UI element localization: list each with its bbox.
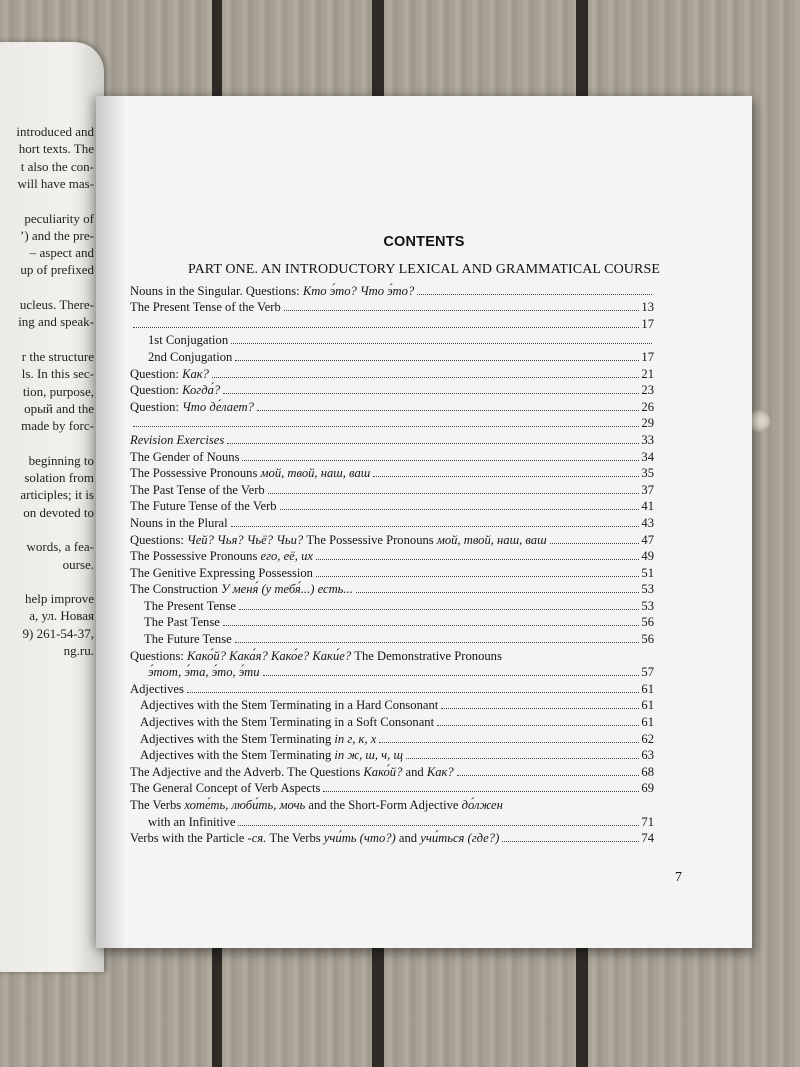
toc-entry-text: Adjectives bbox=[130, 681, 184, 696]
toc-entry-text: The Possessive Pronouns bbox=[130, 466, 261, 481]
toc-entry-text: Verbs with the Particle bbox=[130, 831, 248, 846]
left-page-line: help improve bbox=[25, 591, 94, 607]
toc-entry bbox=[130, 448, 654, 465]
dot-leader bbox=[356, 592, 640, 593]
toc-page-number: 35 bbox=[641, 466, 654, 481]
toc-entry-title bbox=[130, 299, 281, 315]
left-page-line: ’) and the pre- bbox=[20, 227, 94, 243]
dot-leader bbox=[268, 493, 640, 494]
toc-entry-title bbox=[130, 532, 547, 548]
toc-page-number: 62 bbox=[641, 731, 654, 746]
toc-entry-italic: -ся. bbox=[247, 831, 267, 846]
left-page-line: hort texts. The bbox=[18, 141, 94, 157]
toc-entry-italic: хоте́ть, люби́ть, мочь bbox=[184, 798, 306, 812]
toc-entry-text: The Future Tense bbox=[144, 632, 232, 647]
dot-leader bbox=[231, 343, 652, 344]
toc-entry bbox=[130, 365, 654, 382]
toc-entry-title bbox=[140, 697, 438, 713]
toc-entry-italic: мой, твой, наш, ваш bbox=[436, 532, 547, 547]
left-page-line: tion, purpose, bbox=[22, 383, 94, 399]
toc-entry bbox=[130, 796, 654, 813]
toc-entry-title bbox=[130, 548, 313, 564]
toc-page-number: 53 bbox=[641, 598, 654, 613]
dot-leader bbox=[417, 294, 652, 295]
toc-page-number: 26 bbox=[641, 399, 654, 414]
left-page-line: орый and the bbox=[24, 400, 94, 416]
toc-entry-text: The Past Tense bbox=[144, 615, 220, 630]
toc-entry-text: 2nd Conjugation bbox=[148, 349, 233, 364]
toc-entry-title bbox=[130, 830, 499, 846]
dot-leader bbox=[212, 377, 639, 378]
toc-entry-text: and bbox=[395, 831, 421, 846]
left-page-line: will have mas- bbox=[17, 175, 94, 191]
toc-page-number: 61 bbox=[641, 681, 654, 696]
left-page-line: – aspect and bbox=[29, 245, 94, 261]
toc-entry-italic: Что де́лает? bbox=[182, 399, 254, 414]
toc-page-number: 68 bbox=[641, 764, 654, 779]
toc-entry-italic: Кто э́то? Что э́то? bbox=[302, 283, 415, 298]
toc-entry bbox=[130, 747, 654, 764]
contents-page bbox=[96, 96, 752, 948]
toc-entry-text: The General Concept of Verb Aspects bbox=[130, 781, 321, 796]
page-number: 7 bbox=[675, 870, 682, 885]
left-page-line: а, ул. Новая bbox=[29, 608, 94, 624]
toc-entry bbox=[130, 680, 654, 697]
left-page-line: on devoted to bbox=[23, 504, 94, 520]
toc-entry-italic: Како́й? bbox=[363, 764, 403, 779]
toc-entry-title bbox=[130, 465, 370, 481]
toc-entry-title bbox=[130, 283, 414, 299]
toc-entry bbox=[130, 564, 654, 581]
toc-entry-title bbox=[144, 631, 232, 647]
toc-page-number: 17 bbox=[641, 349, 654, 364]
toc-entry-text: The Gender of Nouns bbox=[130, 449, 240, 464]
toc-page-number: 13 bbox=[641, 300, 654, 315]
toc-entry-text: The Past Tense of the Verb bbox=[130, 482, 265, 497]
toc-entry-text: The Construction bbox=[130, 582, 221, 597]
toc-entry-italic: э́тот, э́та, э́то, э́ти bbox=[148, 665, 260, 680]
toc-page-number: 47 bbox=[641, 532, 654, 547]
dot-leader bbox=[280, 509, 640, 510]
toc-entry-title bbox=[130, 498, 277, 514]
toc-entry bbox=[130, 763, 654, 780]
dot-leader bbox=[239, 609, 639, 610]
toc-entry-text: The Present Tense bbox=[144, 598, 236, 613]
toc-entry bbox=[130, 531, 654, 548]
dot-leader bbox=[284, 310, 640, 311]
toc-entry-title bbox=[130, 581, 353, 597]
toc-entry bbox=[130, 730, 654, 747]
toc-entry-italic: Revision Exercises bbox=[130, 432, 225, 447]
toc-entry-title bbox=[130, 565, 313, 581]
toc-entry-title bbox=[144, 614, 220, 630]
toc-entry bbox=[130, 332, 654, 349]
toc-entry bbox=[130, 465, 654, 482]
dot-leader bbox=[263, 675, 640, 676]
left-page-line: ing and speak- bbox=[18, 314, 94, 330]
dot-leader bbox=[227, 443, 639, 444]
toc-entry-italic: Как? bbox=[182, 366, 209, 381]
dot-leader bbox=[231, 526, 640, 527]
toc-entry-title bbox=[148, 332, 228, 348]
left-page-line: beginning to bbox=[28, 452, 94, 468]
toc-entry-title bbox=[130, 399, 254, 415]
toc-entry-text: Nouns in the Singular. Questions: bbox=[130, 283, 303, 298]
toc-entry bbox=[130, 614, 654, 631]
left-page-line: r the structure bbox=[21, 348, 94, 364]
toc-entry bbox=[130, 630, 654, 647]
toc-entry bbox=[130, 813, 654, 830]
toc-entry-title bbox=[148, 349, 232, 365]
toc-entry-text: Nouns in the Plural bbox=[130, 515, 228, 530]
dot-leader bbox=[373, 476, 639, 477]
dot-leader bbox=[238, 825, 639, 826]
toc-entry-italic: Как? bbox=[426, 764, 454, 779]
dot-leader bbox=[437, 725, 639, 726]
toc-entry bbox=[130, 830, 654, 847]
table-of-contents bbox=[130, 282, 654, 846]
toc-entry-text: Adjectives with the Stem Terminating in a Soft Consonant bbox=[140, 715, 435, 730]
left-page-line: ng.ru. bbox=[63, 643, 94, 658]
toc-entry-title bbox=[130, 764, 454, 780]
toc-entry bbox=[130, 398, 654, 415]
previous-page bbox=[0, 42, 104, 972]
toc-page-number: 23 bbox=[641, 383, 654, 398]
left-page-line: ls. In this sec- bbox=[21, 366, 94, 382]
dot-leader bbox=[133, 327, 639, 328]
dot-leader bbox=[223, 393, 639, 394]
dot-leader bbox=[457, 775, 640, 776]
dot-leader bbox=[406, 758, 639, 759]
toc-entry-italic: Когда́? bbox=[182, 383, 221, 398]
toc-entry-title bbox=[140, 714, 434, 730]
toc-entry-text: Questions: bbox=[130, 648, 188, 663]
toc-entry bbox=[130, 597, 654, 614]
toc-entry-title bbox=[130, 797, 503, 813]
toc-entry-text: and the Short-Form Adjective bbox=[305, 798, 462, 812]
toc-entry-text: The Demonstrative Pronouns bbox=[351, 648, 502, 663]
toc-page-number: 49 bbox=[641, 549, 654, 564]
toc-page-number: 56 bbox=[641, 632, 654, 647]
toc-entry bbox=[130, 382, 654, 399]
toc-entry-italic: У меня́ (у тебя́...) есть... bbox=[220, 582, 353, 597]
toc-entry bbox=[130, 548, 654, 565]
toc-entry bbox=[130, 713, 654, 730]
toc-entry-text: 1st Conjugation bbox=[148, 333, 229, 348]
dot-leader bbox=[257, 410, 640, 411]
toc-page-number: 63 bbox=[641, 748, 654, 763]
dot-leader bbox=[316, 559, 639, 560]
toc-entry-text: Question: bbox=[130, 383, 183, 398]
left-page-line: introduced and bbox=[16, 124, 94, 139]
toc-entry-title bbox=[130, 780, 320, 796]
toc-entry bbox=[130, 282, 654, 299]
dot-leader bbox=[235, 360, 639, 361]
toc-page-number: 41 bbox=[641, 499, 654, 514]
toc-entry bbox=[130, 664, 654, 681]
toc-page-number: 51 bbox=[641, 565, 654, 580]
toc-entry-text: The Verbs bbox=[266, 831, 324, 846]
toc-entry-title bbox=[144, 598, 236, 614]
toc-entry-text: Adjectives with the Stem Terminating bbox=[140, 731, 335, 746]
toc-entry-text: The Genitive Expressing Possession bbox=[130, 565, 313, 580]
toc-entry-italic: in г, к, х bbox=[334, 731, 377, 746]
toc-entry-text: The Present Tense of the Verb bbox=[130, 300, 281, 315]
toc-entry-italic: его, её, их bbox=[260, 549, 313, 564]
toc-entry-title bbox=[130, 515, 228, 531]
toc-entry-italic: учи́ть (что?) bbox=[323, 831, 396, 846]
toc-page-number: 37 bbox=[641, 482, 654, 497]
part-title: PART ONE. AN INTRODUCTORY LEXICAL AND GRAMMATICAL COURSE bbox=[188, 262, 660, 277]
dot-leader bbox=[235, 642, 640, 643]
toc-entry-italic: in ж, ш, ч, щ bbox=[334, 748, 403, 763]
toc-entry bbox=[130, 498, 654, 515]
dot-leader bbox=[379, 742, 639, 743]
toc-page-number: 71 bbox=[641, 814, 654, 829]
toc-page-number: 33 bbox=[641, 432, 654, 447]
toc-page-number: 53 bbox=[641, 582, 654, 597]
toc-entry-italic: мой, твой, наш, ваш bbox=[260, 466, 371, 481]
toc-entry-text: Question: bbox=[130, 399, 183, 414]
dot-leader bbox=[502, 841, 639, 842]
toc-entry-italic: Чей? Чья? Чьё? Чьи? bbox=[187, 532, 304, 547]
left-page-line: solation from bbox=[24, 470, 94, 485]
toc-page-number: 29 bbox=[641, 416, 654, 431]
toc-page-number: 69 bbox=[641, 781, 654, 796]
toc-page-number: 21 bbox=[641, 366, 654, 381]
dot-leader bbox=[441, 708, 639, 709]
toc-entry-title bbox=[130, 382, 220, 398]
toc-entry-text: Questions: bbox=[130, 532, 188, 547]
toc-page-number: 43 bbox=[641, 515, 654, 530]
toc-entry-title bbox=[148, 664, 260, 680]
dot-leader bbox=[223, 625, 640, 626]
left-page-line: up of prefixed bbox=[20, 262, 94, 278]
toc-page-number: 57 bbox=[641, 665, 654, 680]
toc-entry-text: The Possessive Pronouns bbox=[130, 549, 261, 564]
toc-entry bbox=[130, 299, 654, 316]
toc-entry-title bbox=[148, 814, 235, 830]
toc-entry bbox=[130, 581, 654, 598]
dot-leader bbox=[187, 692, 640, 693]
toc-entry bbox=[130, 415, 654, 432]
dot-leader bbox=[133, 426, 639, 427]
left-page-line: made by forc- bbox=[21, 418, 94, 434]
toc-entry-title bbox=[140, 747, 403, 763]
toc-entry-italic: до́лжен bbox=[461, 798, 503, 812]
toc-entry-text: and bbox=[402, 764, 427, 779]
toc-entry-title bbox=[130, 648, 502, 664]
toc-page-number: 56 bbox=[641, 615, 654, 630]
dot-leader bbox=[316, 576, 639, 577]
left-page-line: peculiarity of bbox=[24, 210, 94, 226]
toc-page-number: 34 bbox=[641, 449, 654, 464]
toc-entry bbox=[130, 431, 654, 448]
dot-leader bbox=[550, 543, 640, 544]
toc-entry bbox=[130, 481, 654, 498]
toc-entry-text: Adjectives with the Stem Terminating in a Hard Consonant bbox=[140, 698, 439, 713]
dot-leader bbox=[323, 791, 639, 792]
dot-leader bbox=[242, 460, 639, 461]
toc-entry-title bbox=[130, 366, 209, 382]
toc-entry-title bbox=[140, 731, 376, 747]
toc-page-number: 17 bbox=[641, 316, 654, 331]
toc-entry-italic: учи́ться (где?) bbox=[420, 831, 500, 846]
toc-page-number: 74 bbox=[641, 831, 654, 846]
toc-entry bbox=[130, 348, 654, 365]
contents-title: CONTENTS bbox=[383, 234, 465, 250]
toc-entry bbox=[130, 697, 654, 714]
toc-entry bbox=[130, 647, 654, 664]
left-page-line: words, a fea- bbox=[26, 539, 94, 555]
toc-entry-text: The Possessive Pronouns bbox=[303, 532, 437, 547]
toc-entry-title bbox=[130, 432, 224, 448]
left-page-line: articiples; it is bbox=[20, 487, 94, 503]
toc-entry bbox=[130, 514, 654, 531]
toc-entry bbox=[130, 780, 654, 797]
toc-entry-text: The Verbs bbox=[130, 798, 185, 812]
toc-entry-text: The Adjective and the Adverb. The Questions bbox=[130, 764, 364, 779]
toc-entry-text: Question: bbox=[130, 366, 183, 381]
left-page-line: t also the con- bbox=[20, 158, 94, 174]
toc-entry-title bbox=[130, 482, 265, 498]
toc-entry-title bbox=[130, 449, 239, 465]
toc-page-number: 61 bbox=[641, 698, 654, 713]
toc-entry-text: The Future Tense of the Verb bbox=[130, 499, 277, 514]
toc-entry-text: with an Infinitive bbox=[148, 814, 236, 829]
left-page-line: ourse. bbox=[62, 556, 94, 572]
toc-entry-italic: Како́й? Кака́я? Како́е? Каки́е? bbox=[187, 648, 352, 663]
toc-page-number: 61 bbox=[641, 715, 654, 730]
left-page-line: 9) 261-54-37, bbox=[22, 625, 94, 641]
toc-entry-title bbox=[130, 681, 184, 697]
toc-entry-text: Adjectives with the Stem Terminating bbox=[140, 748, 335, 763]
left-page-line: ucleus. There- bbox=[19, 297, 94, 312]
toc-entry bbox=[130, 315, 654, 332]
